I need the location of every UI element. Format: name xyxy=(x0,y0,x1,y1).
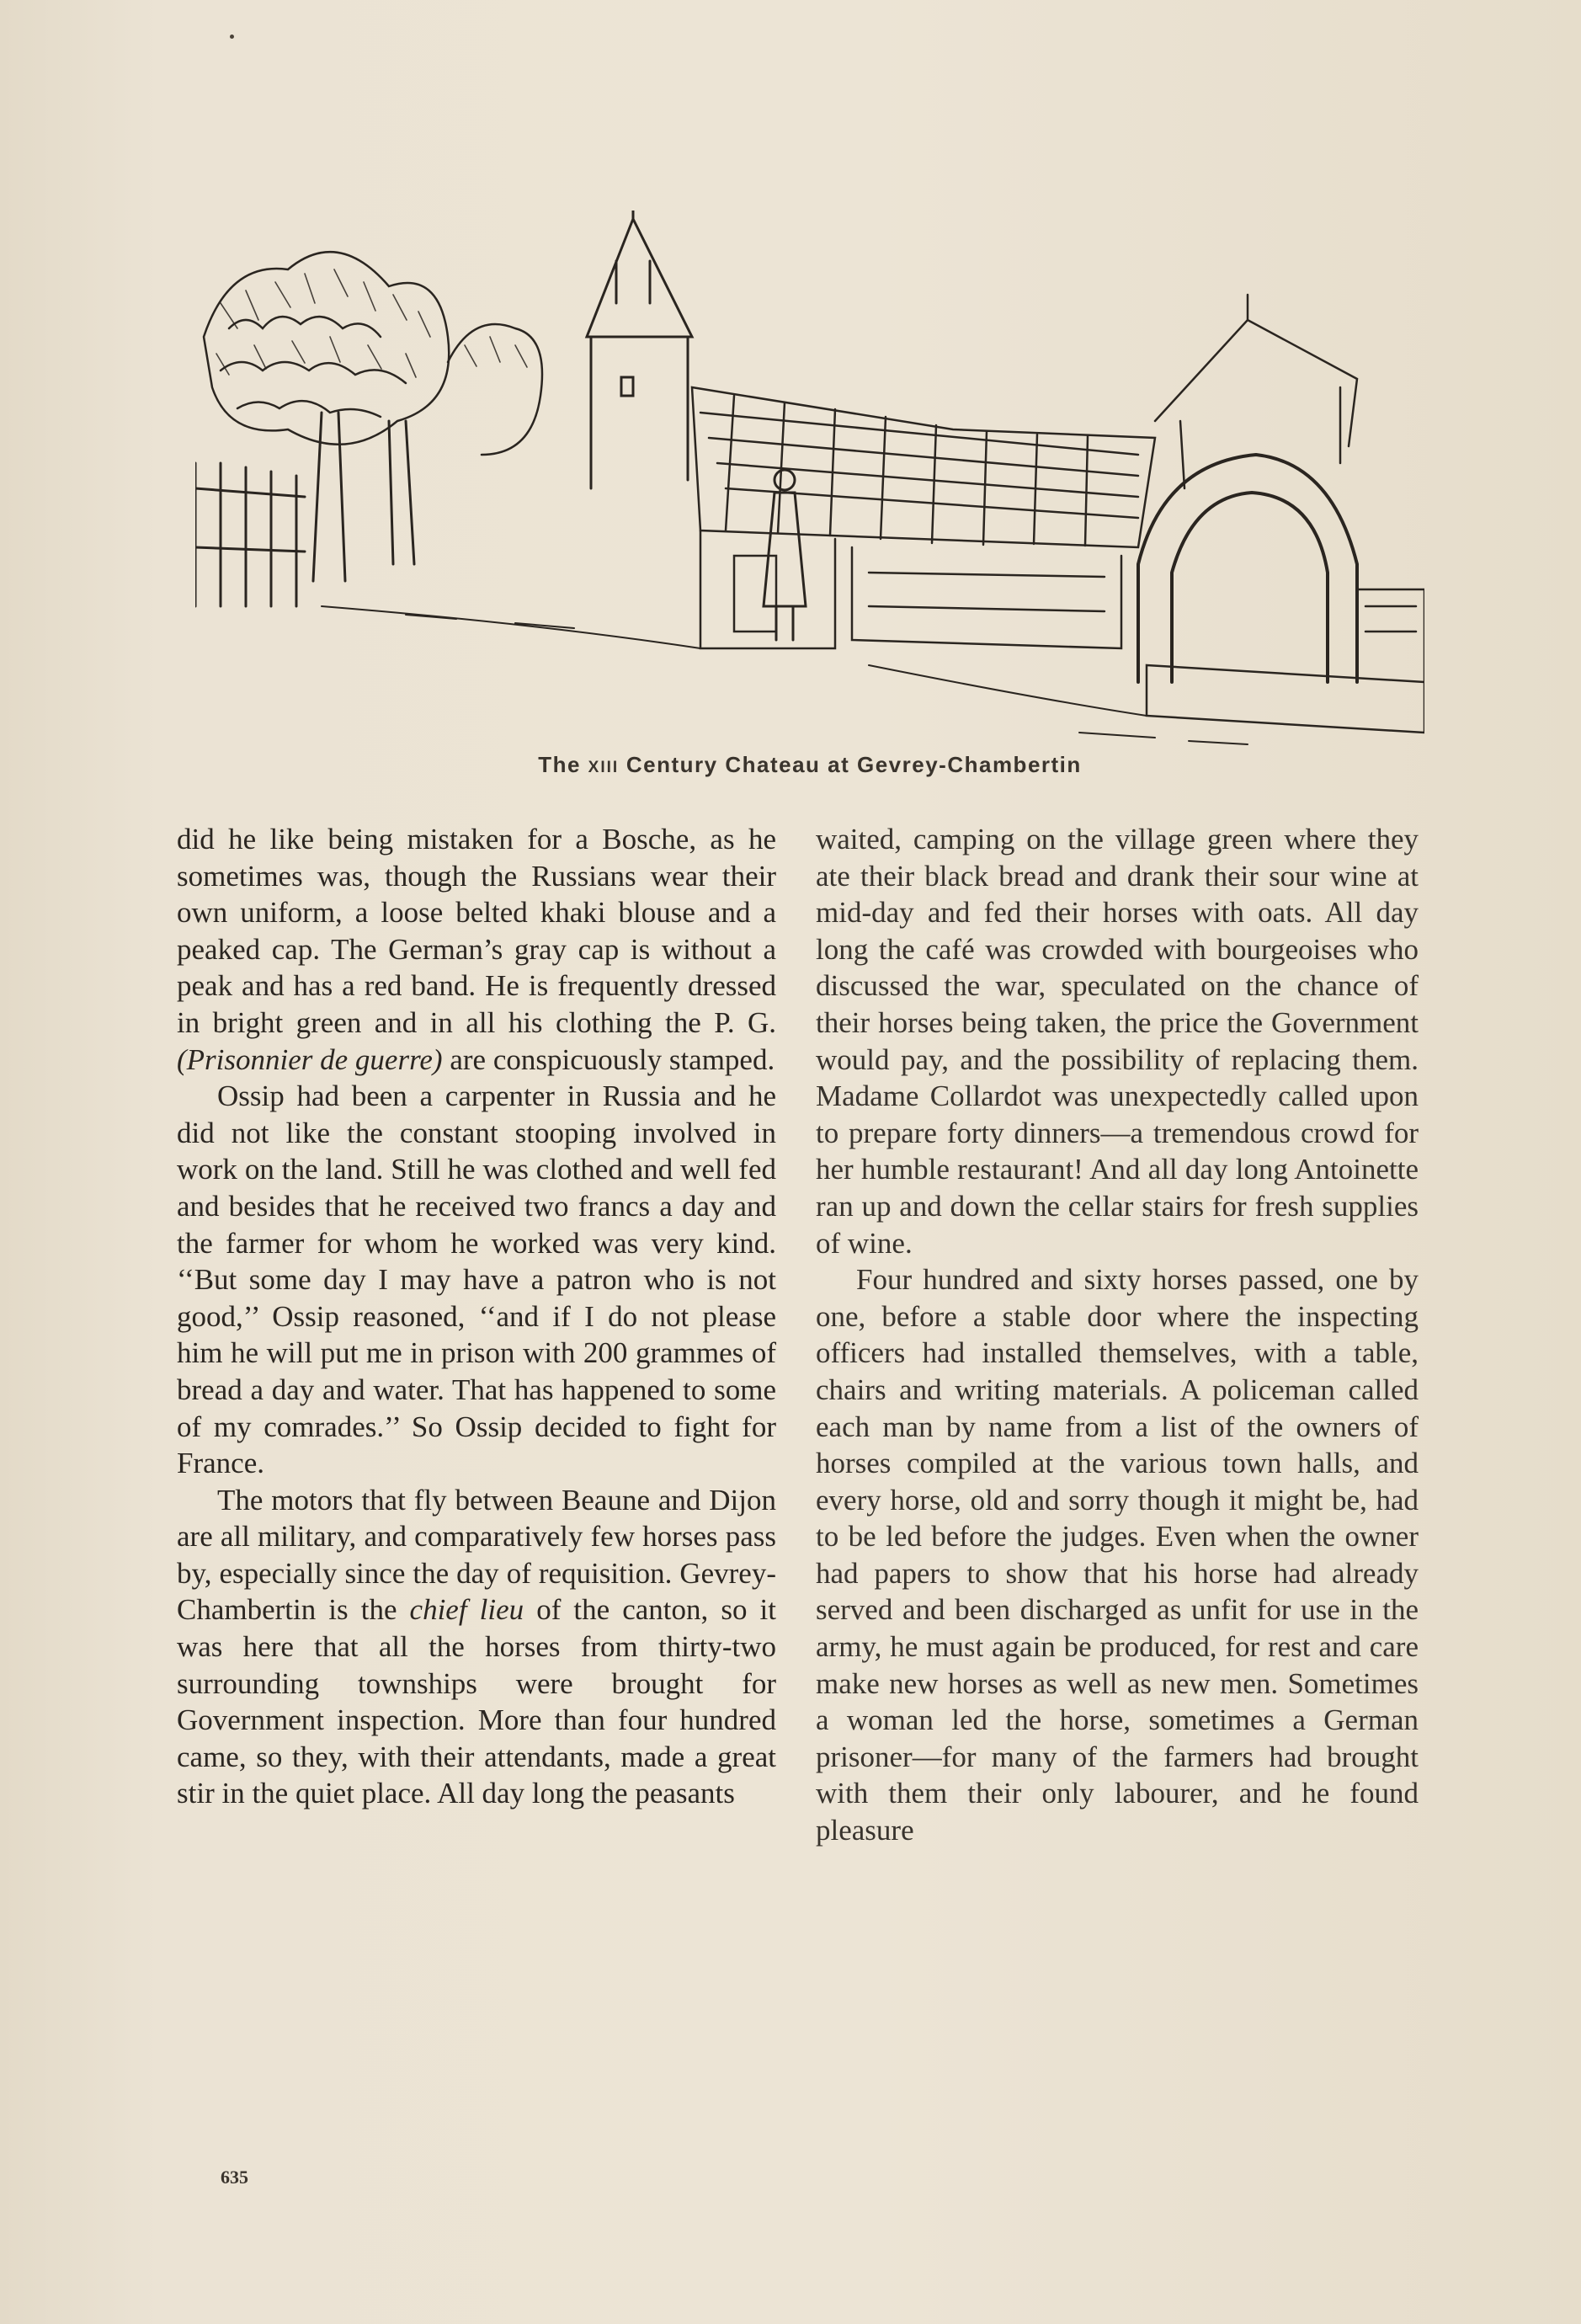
left-column xyxy=(177,821,776,1812)
speck xyxy=(230,35,234,39)
paragraph xyxy=(177,1482,776,1812)
italic-phrase: (Prisonnier de guerre) xyxy=(177,1042,443,1076)
paragraph-text: The motors that fly between Beaune and Dijon are all military, and comparatively few horses pass by, especially since the day of requisition. Gevrey-Chambertin is the xyxy=(177,1483,776,1627)
paragraph: waited, camping on the village green where they ate their black bread and drank their sour wine at mid-day and fed their horses with oats. All day long the café was crowded with bourgeoises who discussed the war, speculated on the chance of their horses being taken, the price the Government would pay, and the possibility of replacing them. Madame Collardot was unexpectedly called upon to prepare forty dinners—a tremendous crowd for her humble restaurant! And all day long Antoinette ran up and down the cellar stairs for fresh supplies of wine. xyxy=(816,823,1419,1260)
paragraph: Four hundred and sixty horses passed, one by one, before a stable door where the inspecting officers had installed themselves, with a table, chairs and writing materials. A policeman called each man by name from a list of the owners of horses compiled at the various town halls, and every horse, old and sorry though it might be, had to be led before the judges. Even when the owner had papers to show that his horse had already served and been discharged as unfit for use in the army, he must again be produced, for rest and care make new horses as well as new men. Sometimes a woman led the horse, sometimes a German prisoner—for many of the farmers had brought with them their only labourer, and he found pleasure xyxy=(816,1263,1419,1847)
paragraph-text: are conspicuously stamped. xyxy=(442,1042,775,1076)
caption-roman-numeral: XIII xyxy=(588,759,620,776)
chateau-illustration xyxy=(195,211,1424,749)
caption-text: The xyxy=(538,752,588,777)
paragraph: Ossip had been a carpenter in Russia and he did not like the constant stooping involved in work on the land. Still he was clothed and well fed and besides that he received two francs a day and the farmer for whom he worked was very kind. ‘‘But some day I may have a patron who is not good,’’ Ossip reasoned, ‘‘and if I do not please him he will put me in prison with 200 grammes of bread a day and water. That has happened to some of my comrades.’’ So Ossip decided to fight for France. xyxy=(177,1079,776,1480)
italic-phrase: chief lieu xyxy=(409,1593,524,1627)
figure-caption xyxy=(195,752,1424,778)
paragraph xyxy=(177,821,776,1078)
caption-text-rest: Century Chateau at Gevrey-Chambertin xyxy=(619,752,1082,777)
right-column xyxy=(816,821,1419,1849)
paragraph-text: did he like being mistaken for a Bosche, as he sometimes was, though the Russians wear their own uniform, a loose belted khaki blouse and a peaked cap. The German’s gray cap is without a peak and has a red band. He is frequently dressed in bright green and in all his clothing the P. G. xyxy=(177,823,776,1039)
paragraph-text: of the canton, so it was here that all the horses from thirty-two surrounding townships were brought for Government inspection. More than four hundred came, so they, with their attendants, made a great stir in the quiet place. All day long the peasants xyxy=(177,1593,776,1810)
page-number: 635 xyxy=(221,2167,248,2188)
